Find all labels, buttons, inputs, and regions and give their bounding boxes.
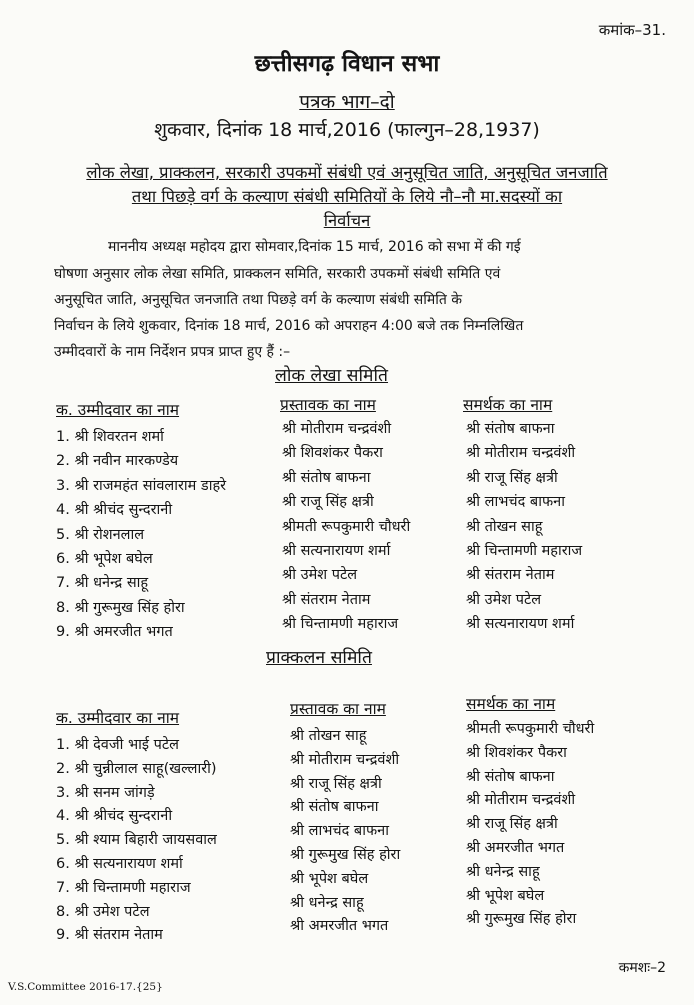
candidate-name: 5. श्री श्याम बिहारी जायसवाल [56,832,217,849]
candidate-name: 6. श्री सत्यनारायण शर्मा [56,856,183,872]
paragraph-line: घोषणा अनुसार लोक लेखा समिति, प्राक्कलन समिति, सरकारी उपकमों संबंधी समिति एवं [54,266,501,282]
proposer-name: श्री संतोष बाफना [290,799,379,816]
candidate-name: 4. श्री श्रीचंद सुन्दरानी [56,502,173,519]
paragraph-line: अनुसूचित जाति, अनुसूचित जनजाति तथा पिछड़े वर्ग के कल्याण संबंधी समिति के [54,292,463,308]
candidate-name: 4. श्री श्रीचंद सुन्दरानी [56,808,173,825]
candidate-name: 2. श्री चुन्नीलाल साहू(खल्लारी) [56,760,217,777]
paragraph-line: निर्वाचन के लिये शुकवार, दिनांक 18 मार्च, 2016 को अपराहन 4:00 बजे तक निम्नलिखित [54,318,524,334]
footer-code: V.S.Committee 2016-17.{25} [8,981,163,993]
proposer-name: श्री लाभचंद बाफना [290,823,389,840]
proposer-name: श्री संतराम नेताम [282,591,371,608]
proposer-name: श्री उमेश पटेल [282,567,358,584]
proposer-name: श्री अमरजीत भगत [290,918,389,935]
section-title-estimates: प्राक्कलन समिति [266,648,372,668]
candidate-name: 8. श्री गुरूमुख सिंह होरा [56,599,185,616]
subject-line: तथा पिछड़े वर्ग के कल्याण संबंधी समितियों के लिये नौ–नौ मा.सदस्यों का [131,187,563,206]
candidate-name: 1. श्री शिवरतन शर्मा [56,429,164,445]
seconder-name: श्री धनेन्द्र साहू [466,863,540,880]
candidate-name: 8. श्री उमेश पटेल [56,903,150,920]
proposer-name: श्री गुरूमुख सिंह होरा [290,847,401,863]
proposer-name: श्री मोतीराम चन्द्रवंशी [290,751,400,768]
candidate-name: 3. श्री सनम जांगड़े [56,784,155,801]
continued-marker: कमशः–2 [618,960,666,976]
candidate-name: 5. श्री रोशनलाल [56,526,145,543]
seconder-name: श्री सत्यनारायण शर्मा [466,616,575,633]
seconder-name: श्री संतराम नेताम [466,567,555,584]
proposer-name: श्री धनेन्द्र साहू [290,894,364,911]
seconder-name: श्री तोखन साहू [466,518,543,535]
serial-number: कमांक–31. [598,21,666,39]
candidate-name: 1. श्री देवजी भाई पटेल [56,737,180,753]
seconder-name: श्री अमरजीत भगत [466,840,565,856]
seconder-name: श्री चिन्तामणी महाराज [466,543,583,559]
seconder-name: श्री मोतीराम चन्द्रवंशी [466,792,576,809]
paragraph-line: माननीय अध्यक्ष महोदय द्वारा सोमवार,दिनांक 15 मार्च, 2016 को सभा में की गई [108,239,521,255]
column-header-seconder: समर्थक का नाम [466,695,556,713]
seconder-name: श्री संतोष बाफना [466,768,555,785]
candidate-name: 2. श्री नवीन मारकण्डेय [56,453,179,470]
proposer-name: श्री मोतीराम चन्द्रवंशी [282,421,392,437]
column-header-proposer: प्रस्तावक का नाम [280,396,376,414]
candidate-name: 3. श्री राजमहंत सांवलाराम डाहरे [56,477,227,494]
seconder-name: श्री लाभचंद बाफना [466,494,565,511]
seconder-name: श्री संतोष बाफना [466,421,555,437]
proposer-name: श्री चिन्तामणी महाराज [282,616,399,633]
proposer-name: श्री संतोष बाफना [282,469,371,486]
proposer-name: श्री तोखन साहू [290,728,367,744]
bulletin-part: पत्रक भाग–दो [299,91,395,113]
candidate-name: 7. श्री चिन्तामणी महाराज [56,879,191,896]
section-title-public-accounts: लोक लेखा समिति [275,366,389,386]
proposer-name: श्री शिवशंकर पैकरा [282,445,383,462]
proposer-name: श्रीमती रूपकुमारी चौधरी [282,518,411,535]
proposer-name: श्री राजू सिंह क्षत्री [282,494,374,511]
bulletin-date: शुकवार, दिनांक 18 मार्च,2016 (फाल्गुन–28,1937) [154,119,540,141]
seconder-name: श्री गुरूमुख सिंह होरा [466,911,577,928]
seconder-name: श्री राजू सिंह क्षत्री [466,469,558,486]
seconder-name: श्री भूपेश बघेल [466,887,545,904]
proposer-name: श्री सत्यनारायण शर्मा [282,543,391,559]
seconder-name: श्री उमेश पटेल [466,591,542,608]
seconder-name: श्री राजू सिंह क्षत्री [466,816,558,833]
subject-line: लोक लेखा, प्राक्कलन, सरकारी उपकमों संबंधी एवं अनुसूचित जाति, अनुसूचित जनजाति [86,163,608,182]
candidate-name: 6. श्री भूपेश बघेल [56,551,153,567]
column-header-candidate: क. उम्मीदवार का नाम [56,709,180,727]
column-header-proposer: प्रस्तावक का नाम [290,700,386,718]
proposer-name: श्री भूपेश बघेल [290,870,369,887]
subject-line: निर्वाचन [323,211,371,230]
candidate-name: 9. श्री अमरजीत भगत [56,624,173,641]
paragraph-line: उम्मीदवारों के नाम निर्देशन प्रपत्र प्राप्त हुए हैं :– [54,344,291,360]
seconder-name: श्री शिवशंकर पैकरा [466,744,567,761]
candidate-name: 7. श्री धनेन्द्र साहू [56,575,149,592]
proposer-name: श्री राजू सिंह क्षत्री [290,775,382,792]
column-header-candidate: क. उम्मीदवार का नाम [56,401,180,419]
page-title: छत्तीसगढ़ विधान सभा [254,51,440,77]
seconder-name: श्रीमती रूपकुमारी चौधरी [466,721,595,737]
seconder-name: श्री मोतीराम चन्द्रवंशी [466,445,576,462]
candidate-name: 9. श्री संतराम नेताम [56,927,163,944]
column-header-seconder: समर्थक का नाम [463,396,553,414]
